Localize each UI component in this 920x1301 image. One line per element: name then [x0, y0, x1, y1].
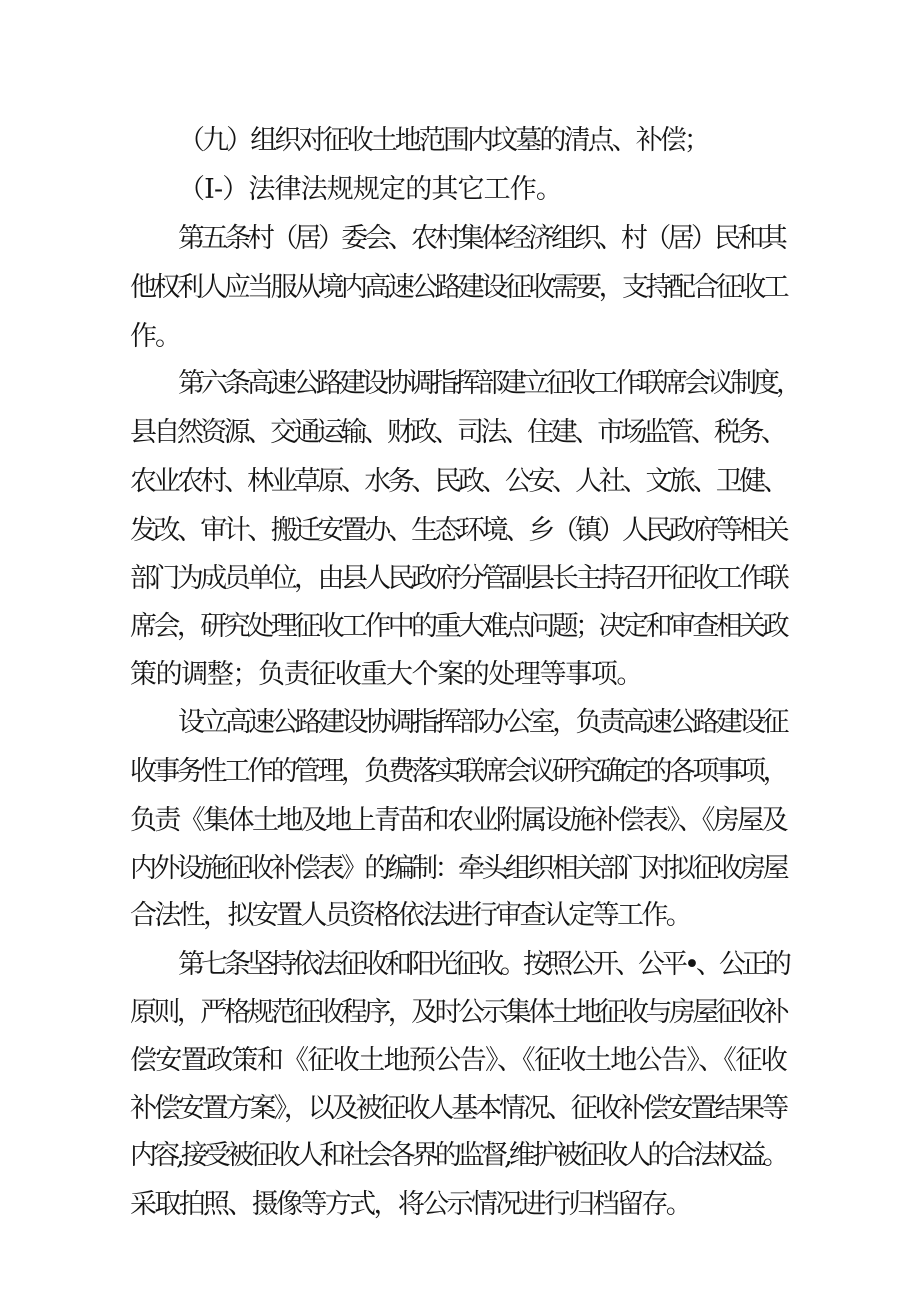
- text-line-14: 收事务性工作的管理，负费落实联席会议研究确定的各项事项，: [130, 756, 787, 787]
- text-line-15: 负责《集体土地及地上青苗和农业附属设施补偿表》、《房屋及: [130, 805, 786, 836]
- text-line-5: 作。: [130, 321, 180, 352]
- text-line-12: 策的调整；负责征收重大个案的处理等事项。: [130, 659, 642, 690]
- text-line-7: 县自然资源、交通运输、财政、司法、住建、市场监管、税务、: [130, 417, 785, 448]
- text-line-11: 席会，研究处理征收工作中的重大难点问题；决定和审查相关政: [130, 611, 787, 642]
- text-line-9: 发改、审计、搬迁安置办、生态环境、乡（镇）人民政府等相关: [130, 515, 787, 546]
- text-line-13: 设立高速公路建设协调指挥部办公室，负责高速公路建设征: [178, 707, 786, 738]
- text-line-6: 第六条高速公路建设协调指挥部建立征收工作联席会议制度，: [178, 368, 799, 399]
- text-line-3: 第五条村（居）委会、农村集体经济组织、村（居）民和其: [178, 223, 785, 254]
- text-line-1: （九）组织对征收土地范围内坟墓的清点、补偿；: [178, 125, 708, 156]
- text-line-4: 他权利人应当服从境内高速公路建设征收需要，支持配合征收工: [130, 272, 787, 303]
- text-line-19: 原则，严格规范征收程序，及时公示集体土地征收与房屋征收补: [130, 997, 787, 1028]
- text-line-22: 内容,接受被征收人和社会各界的监督,维护被征收人的合法权益。: [130, 1140, 786, 1171]
- text-line-17: 合法性，拟安置人员资格依法进行审查认定等工作。: [130, 900, 691, 931]
- text-line-2: （I-）法律法规规定的其它工作。: [178, 174, 563, 205]
- text-line-10: 部门为成员单位，由县人民政府分管副县长主持召开征收工作联: [130, 563, 787, 594]
- text-line-18: 第七条坚持依法征收和阳光征收。按照公开、公平•、公正的: [178, 949, 788, 980]
- text-line-8: 农业农村、林业草原、水务、民政、公安、人社、文旅、卫健、: [130, 466, 787, 497]
- text-line-21: 补偿安置方案》，以及被征收人基本情况、征收补偿安置结果等: [130, 1093, 786, 1124]
- text-line-23: 采取拍照、摄像等方式，将公示情况进行归档留存。: [130, 1189, 691, 1220]
- text-line-20: 偿安置政策和《征收土地预公告》、《征收土地公告》、《征收: [130, 1045, 787, 1076]
- text-line-16: 内外设施征收补偿表》的编制：牵头组织相关部门对拟征收房屋: [130, 853, 787, 884]
